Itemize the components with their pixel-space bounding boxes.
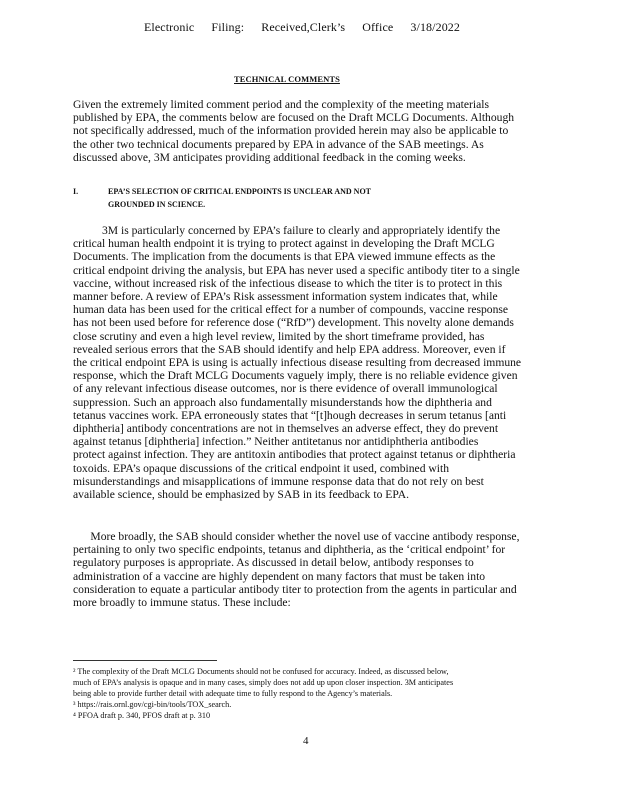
footnotes — [73, 666, 573, 721]
body-paragraph-1 — [73, 224, 593, 501]
intro-line: the other two technical documents prepared by EPA in advance of the SAB meetings. As — [73, 137, 484, 151]
para1-line: available science, should be emphasized by SAB in its feedback to EPA. — [73, 488, 410, 502]
filing-header — [144, 20, 474, 35]
intro-line: Given the extremely limited comment period and the complexity of the meeting materials — [73, 98, 489, 111]
para1-line: against tetanus [diphtheria] infection.” Neither antitetanus nor antidiphtheria antibodies — [73, 435, 479, 449]
header-filing: Filing: — [211, 20, 245, 34]
para1-line: close scrutiny and even a high level review, limited by the short timeframe provided, has — [73, 329, 485, 343]
para1-line: critical human health endpoint it is trying to protect against in developing the Draft MCLG — [73, 237, 495, 251]
para2-line: more broadly to immune status. These include: — [73, 596, 291, 610]
para1-line: has not been used before for reference dose (“RfD”) development. This novelty alone demands — [73, 316, 514, 330]
para1-line: response, which the Draft MCLG Documents vaguely imply, there is no reliable evidence given — [73, 369, 518, 383]
para2-line: administration of a vaccine are highly dependent on many factors that must be taken into — [73, 569, 486, 583]
para1-line: Documents. The implication from the documents is that EPA viewed immune effects as the — [73, 250, 496, 264]
header-received: Received,Clerk’s — [261, 20, 346, 34]
page-number: 4 — [303, 735, 309, 747]
intro-paragraph — [73, 98, 593, 164]
para1-line: human data has been used for the critical effect for a number of compounds, vaccine response — [73, 303, 509, 317]
intro-line: discussed above, 3M anticipates providing additional feedback in the coming weeks. — [73, 150, 466, 164]
para2-line: pertaining to only two specific endpoints, tetanus and diphtheria, as the ‘critical endpoint’ for — [73, 543, 506, 557]
para1-line: toxoids. EPA’s opaque discussions of the critical endpoint it used, combined with — [73, 461, 450, 475]
footnote-link[interactable]: ³ https://rais.ornl.gov/cgi-bin/tools/TOX_search. — [73, 700, 232, 709]
footnote-line: ² The complexity of the Draft MCLG Documents should not be confused for accuracy. Indeed, as discussed below, — [73, 667, 449, 676]
footnote-line: ⁴ PFOA draft p. 340, PFOS draft at p. 310 — [73, 711, 211, 720]
para2-line: regulatory purposes is appropriate. As discussed in detail below, antibody responses to — [73, 556, 474, 570]
para1-line: misunderstandings and misapplications of immune response data that do not rely on best — [73, 474, 484, 488]
para1-line: suppression. Such an approach also fundamentally misunderstands how the diphtheria and — [73, 395, 492, 409]
section-title: TECHNICAL COMMENTS — [234, 74, 340, 84]
para1-line: the critical endpoint EPA is using is actually infectious disease resulting from decreased immune — [73, 356, 522, 370]
para1-line: diphtheria] antibody concentrations are not in themselves an adverse effect, they do prevent — [73, 422, 499, 436]
para2-line: consideration to equate a particular antibody titer to protection from the agents in particular and — [73, 582, 517, 596]
para1-line: protect against infection. They are antitoxin antibodies that protect against tetanus or diphtheria — [73, 448, 516, 462]
header-electronic: Electronic — [144, 20, 195, 34]
header-date: 3/18/2022 — [410, 20, 460, 34]
para1-line: vaccine, without increased risk of the infectious disease to which the titer is to protect in this — [73, 276, 503, 290]
para1-line: critical endpoint driving the analysis, but EPA has never used a specific antibody titer to a single — [73, 263, 520, 277]
heading-number: I. — [73, 187, 79, 196]
body-paragraph-2 — [73, 530, 593, 609]
intro-line: not specifically addressed, much of the information provided herein may also be applicable to — [73, 124, 509, 138]
para1-line: 3M is particularly concerned by EPA’s failure to clearly and appropriately identify the — [73, 224, 501, 237]
heading-line-2: GROUNDED IN SCIENCE. — [108, 200, 206, 209]
para1-line: manner before. A review of EPA’s Risk assessment information system indicates that, while — [73, 290, 498, 304]
header-office: Office — [362, 20, 394, 34]
heading-line-1: EPA’S SELECTION OF CRITICAL ENDPOINTS IS UNCLEAR AND NOT — [108, 187, 372, 196]
para1-line: tetanus vaccines work. EPA erroneously states that “[t]hough decreases in serum tetanus [anti — [73, 408, 507, 422]
para2-line: More broadly, the SAB should consider whether the novel use of vaccine antibody response, — [73, 530, 520, 543]
footnote-divider — [73, 660, 217, 661]
para1-line: revealed serious errors that the SAB should identify and help EPA address. Moreover, even if — [73, 342, 506, 356]
para1-line: of any relevant infectious disease outcomes, nor is there evidence of overall immunological — [73, 382, 498, 396]
intro-line: published by EPA, the comments below are focused on the Draft MCLG Documents. Although — [73, 111, 515, 125]
footnote-line: being able to provide further detail with adequate time to fully respond to the Agency’s materials. — [73, 689, 393, 698]
footnote-line: much of EPA’s analysis is opaque and in many cases, simply does not add up upon closer inspection. 3M anticipates — [73, 678, 454, 687]
